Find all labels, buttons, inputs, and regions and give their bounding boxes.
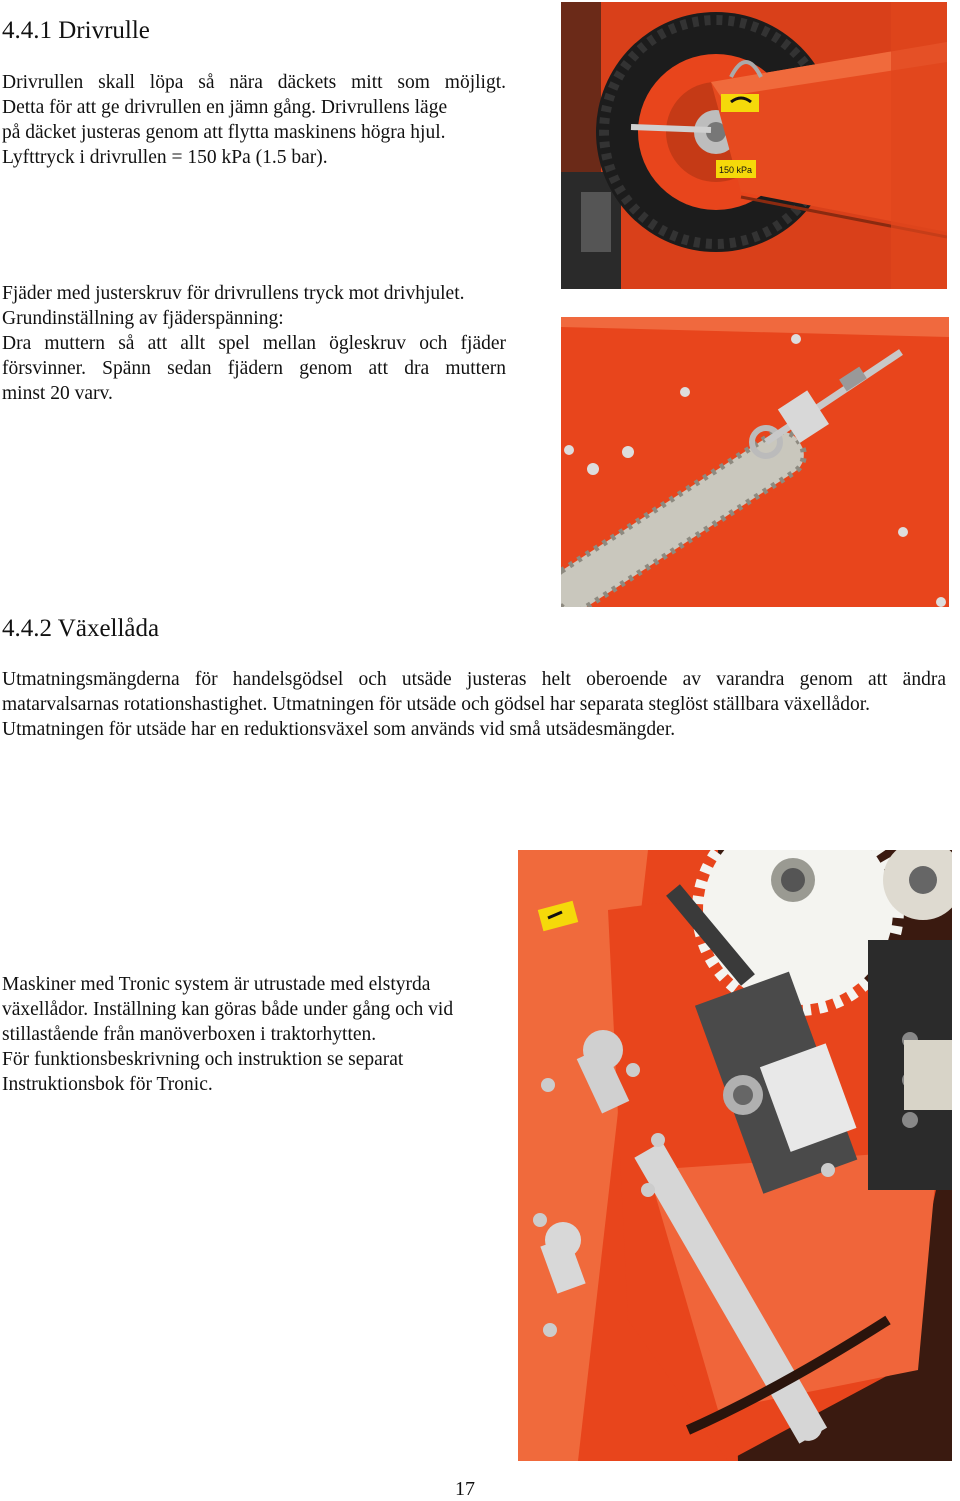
gearbox-photo (518, 850, 952, 1461)
text-line: matarvalsarnas rotationshastighet. Utmatningen för utsäde och gödsel har separata steglöst ställbara växellådor. (2, 694, 871, 715)
section-heading-drivrulle: 4.4.1 Drivrulle (2, 17, 150, 44)
text-line: Lyfttryck i drivrullen = 150 kPa (1.5 bar). (2, 147, 328, 168)
text-line: Drivrullen skall löpa så nära däckets mitt som möjligt. (2, 72, 506, 93)
text-line: minst 20 varv. (2, 383, 113, 404)
text-line: Fjäder med justerskruv för drivrullens tryck mot drivhjulet. (2, 283, 465, 304)
text-line: försvinner. Spänn sedan fjädern genom att dra muttern (2, 358, 506, 379)
text-line: på däcket justeras genom att flytta maskinens högra hjul. (2, 122, 446, 143)
text-line: Instruktionsbok för Tronic. (2, 1074, 213, 1095)
text-line: Grundinställning av fjäderspänning: (2, 308, 284, 329)
tronic-description (2, 972, 512, 1097)
section-heading-vaxellada: 4.4.2 Växellåda (2, 615, 160, 642)
spring-adjustment-description (2, 281, 506, 406)
page-number: 17 (455, 1478, 475, 1500)
text-line: Detta för att ge drivrullen en jämn gång. Drivrullens läge (2, 97, 448, 118)
text-line: stillastående från manöverboxen i traktorhytten. (2, 1024, 377, 1045)
text-line: Maskiner med Tronic system är utrustade med elstyrda (2, 974, 431, 995)
text-line: Dra muttern så att allt spel mellan ögleskruv och fjäder (2, 333, 506, 354)
text-line: växellådor. Inställning kan göras både under gång och vid (2, 999, 454, 1020)
text-line: Utmatningen för utsäde har en reduktionsväxel som används vid små utsädesmängder. (2, 719, 676, 740)
text-line: Utmatningsmängderna för handelsgödsel och utsäde justeras helt oberoende av varandra genom att ändra (2, 669, 946, 690)
text-line: För funktionsbeskrivning och instruktion se separat (2, 1049, 404, 1070)
drive-roller-photo (561, 2, 947, 289)
drivrulle-description (2, 70, 506, 170)
tire-pressure-label: 150 kPa (719, 165, 753, 175)
spring-adjuster-photo (561, 317, 949, 607)
vaxellada-description (2, 667, 946, 742)
